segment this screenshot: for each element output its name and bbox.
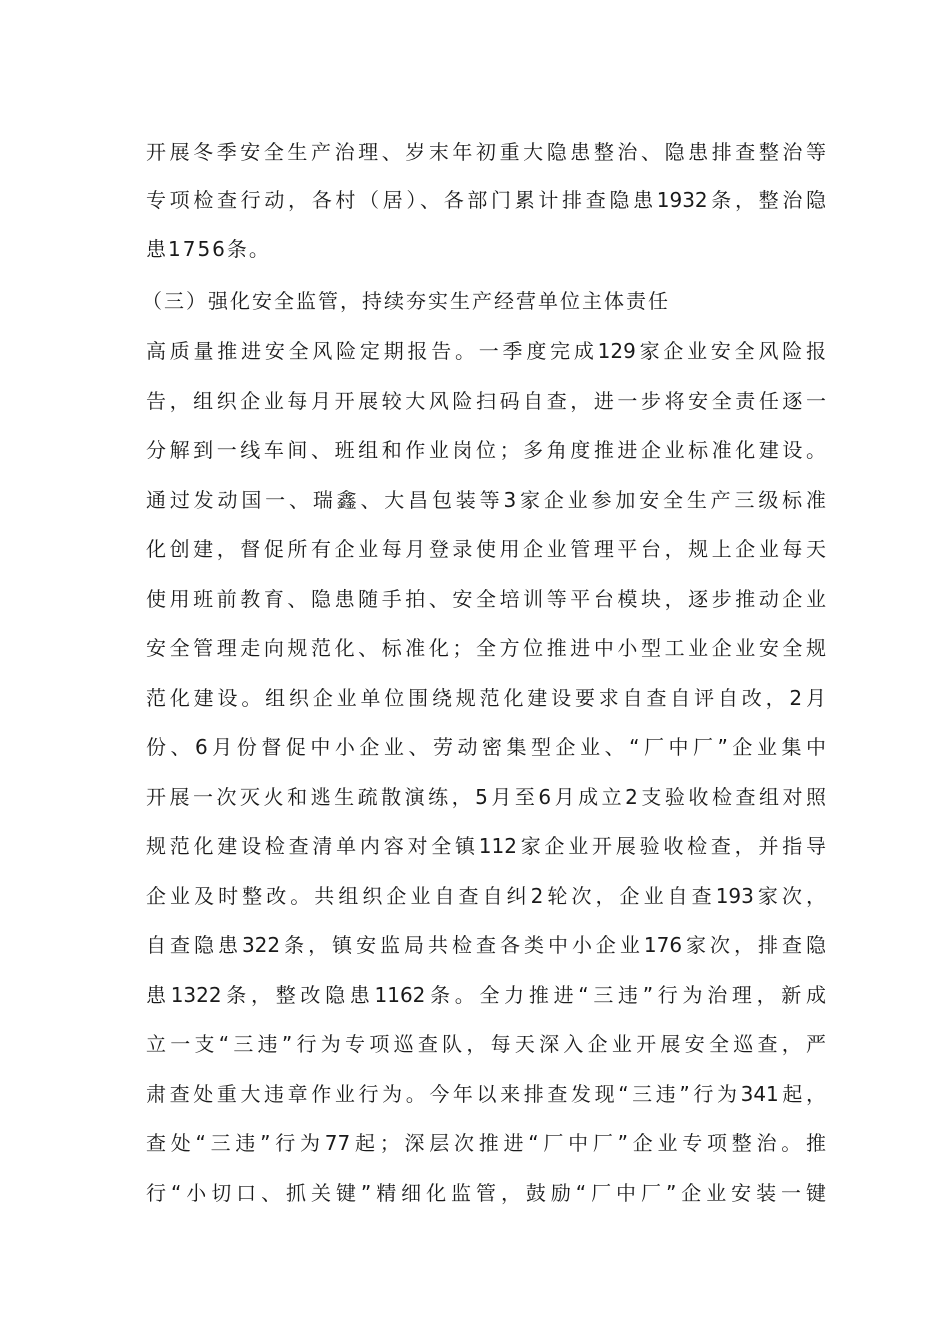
paragraph-2-line-4: 通过发动国一、瑞鑫、大昌包装等3家企业参加安全生产三级标准 bbox=[146, 488, 826, 512]
paragraph-2-line-9: 份、6月份督促中小企业、劳动密集型企业、“厂中厂”企业集中 bbox=[146, 735, 826, 759]
section-heading: （三）强化安全监管，持续夯实生产经营单位主体责任 bbox=[142, 289, 670, 313]
paragraph-2-line-6: 使用班前教育、隐患随手拍、安全培训等平台模块，逐步推动企业 bbox=[146, 587, 826, 611]
paragraph-2-line-11: 规范化建设检查清单内容对全镇112家企业开展验收检查，并指导 bbox=[146, 834, 826, 858]
paragraph-2-line-14: 患1322条，整改隐患1162条。全力推进“三违”行为治理，新成 bbox=[146, 983, 826, 1007]
paragraph-2-line-7: 安全管理走向规范化、标准化；全方位推进中小型工业企业安全规 bbox=[146, 636, 826, 660]
paragraph-1-line-2: 专项检查行动，各村（居）、各部门累计排查隐患1932条，整治隐 bbox=[146, 188, 826, 212]
paragraph-1-line-3: 患1756条。 bbox=[146, 237, 271, 261]
paragraph-2-line-1: 高质量推进安全风险定期报告。一季度完成129家企业安全风险报 bbox=[146, 339, 826, 363]
paragraph-2-line-8: 范化建设。组织企业单位围绕规范化建设要求自查自评自改，2月 bbox=[146, 686, 826, 710]
paragraph-2-line-5: 化创建，督促所有企业每月登录使用企业管理平台，规上企业每天 bbox=[146, 537, 826, 561]
paragraph-2-line-12: 企业及时整改。共组织企业自查自纠2轮次，企业自查193家次， bbox=[146, 884, 826, 908]
paragraph-1-line-1: 开展冬季安全生产治理、岁末年初重大隐患整治、隐患排查整治等 bbox=[146, 140, 826, 164]
paragraph-2-line-16: 肃查处重大违章作业行为。今年以来排查发现“三违”行为341起， bbox=[146, 1082, 826, 1106]
paragraph-2-line-15: 立一支“三违”行为专项巡查队，每天深入企业开展安全巡查，严 bbox=[146, 1032, 826, 1056]
paragraph-2-line-17: 查处“三违”行为77起；深层次推进“厂中厂”企业专项整治。推 bbox=[146, 1131, 826, 1155]
paragraph-2-line-3: 分解到一线车间、班组和作业岗位；多角度推进企业标准化建设。 bbox=[146, 438, 826, 462]
paragraph-2-line-10: 开展一次灭火和逃生疏散演练，5月至6月成立2支验收检查组对照 bbox=[146, 785, 826, 809]
paragraph-2-line-2: 告，组织企业每月开展较大风险扫码自查，进一步将安全责任逐一 bbox=[146, 389, 826, 413]
paragraph-2-line-18: 行“小切口、抓关键”精细化监管，鼓励“厂中厂”企业安装一键 bbox=[146, 1181, 826, 1205]
paragraph-2-line-13: 自查隐患322条，镇安监局共检查各类中小企业176家次，排查隐 bbox=[146, 933, 826, 957]
